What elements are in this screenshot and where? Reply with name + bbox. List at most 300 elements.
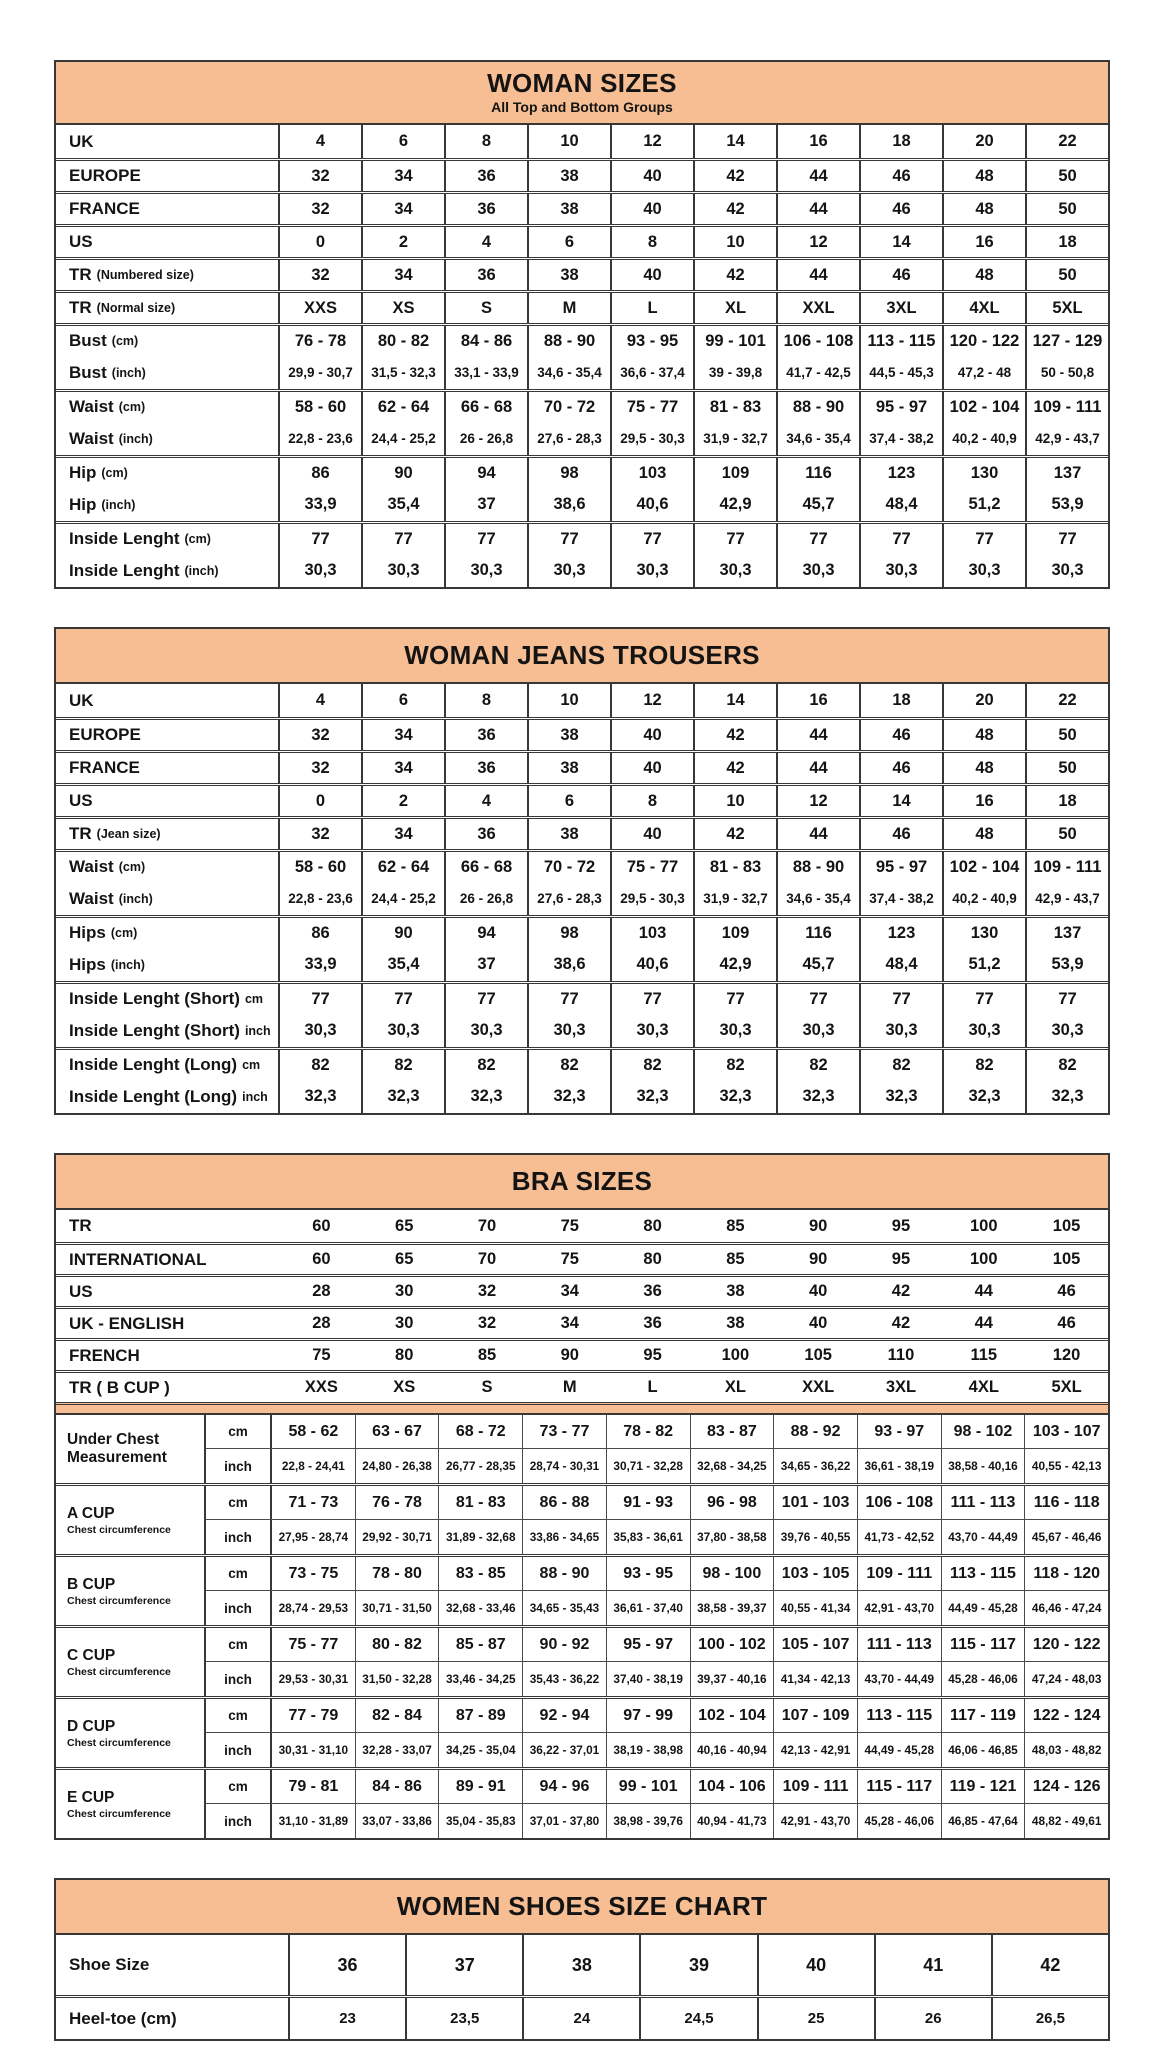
table-row bbox=[56, 915, 1108, 948]
size-value: 88 - 90 bbox=[523, 1557, 607, 1590]
size-value: 83 - 87 bbox=[691, 1415, 775, 1448]
size-value: 40 bbox=[612, 260, 695, 290]
size-value: 6 bbox=[363, 684, 446, 717]
cup-rows bbox=[206, 1415, 1108, 1483]
size-value: 118 - 120 bbox=[1033, 1564, 1101, 1582]
size-value: 50 bbox=[1058, 758, 1077, 777]
table-row bbox=[56, 488, 1108, 521]
size-value: 116 bbox=[778, 458, 861, 488]
size-value: 31,5 - 32,3 bbox=[363, 356, 446, 389]
size-value: 42,9 bbox=[695, 948, 778, 981]
row-label-text: FRENCH bbox=[69, 1345, 140, 1365]
size-value: XL bbox=[724, 1378, 746, 1396]
size-value: 77 bbox=[280, 524, 363, 554]
row-label-text: Waist bbox=[69, 857, 114, 876]
size-value: 93 - 97 bbox=[858, 1415, 942, 1448]
size-value: L bbox=[647, 1378, 658, 1396]
size-value: 70 - 72 bbox=[529, 392, 612, 422]
size-value: XXL bbox=[778, 293, 861, 323]
size-value: 84 - 86 bbox=[356, 1770, 440, 1803]
measurement-row bbox=[206, 1415, 1108, 1449]
size-value: 36,6 - 37,4 bbox=[612, 356, 695, 389]
size-value: 60 bbox=[312, 1250, 331, 1268]
size-value: 32 bbox=[280, 753, 363, 783]
size-value: 38 bbox=[726, 1282, 745, 1300]
size-value: 42 bbox=[695, 819, 778, 849]
divider-band bbox=[56, 1402, 1108, 1415]
size-value: 30 bbox=[395, 1282, 414, 1300]
unit-label: inch bbox=[206, 1591, 272, 1625]
size-value: 40 bbox=[612, 819, 695, 849]
size-value: 48 bbox=[944, 260, 1027, 290]
row-label-text: Bust bbox=[69, 362, 107, 382]
size-value: 95 - 97 bbox=[861, 852, 944, 882]
size-value: 18 bbox=[861, 125, 944, 158]
size-value: 94 bbox=[446, 918, 529, 948]
table-row bbox=[56, 389, 1108, 422]
size-value: 53,9 bbox=[1051, 955, 1084, 973]
table-row bbox=[56, 717, 1108, 750]
size-value: 82 bbox=[861, 1050, 944, 1080]
size-value: 50 bbox=[1058, 199, 1077, 218]
row-label-text: Hips bbox=[69, 923, 106, 942]
bra-cup-group bbox=[56, 1415, 1108, 1483]
row-label-text: US bbox=[69, 1281, 93, 1301]
size-value: 32 bbox=[477, 1282, 497, 1300]
size-value: 35,43 - 36,22 bbox=[523, 1662, 607, 1696]
row-label bbox=[56, 1998, 290, 2039]
size-value: 130 bbox=[944, 918, 1027, 948]
size-value: 83 - 85 bbox=[439, 1557, 523, 1590]
cup-rows bbox=[206, 1486, 1108, 1554]
row-label-text: TR bbox=[69, 265, 92, 284]
size-value: 123 bbox=[861, 458, 944, 488]
size-value: 98 bbox=[529, 918, 612, 948]
size-value: 30,3 bbox=[778, 554, 861, 587]
size-value: 18 bbox=[861, 684, 944, 717]
size-value: 44,49 - 45,28 bbox=[942, 1591, 1026, 1625]
size-value: 0 bbox=[280, 227, 363, 257]
row-label-text: Hip bbox=[69, 463, 97, 482]
table-row bbox=[56, 191, 1108, 224]
size-value: 75 bbox=[312, 1346, 331, 1364]
row-label bbox=[56, 1341, 280, 1370]
size-value: 31,89 - 32,68 bbox=[439, 1520, 523, 1554]
size-value: 34,25 - 35,04 bbox=[439, 1733, 523, 1767]
size-value: 77 bbox=[861, 984, 944, 1014]
size-value: 41 bbox=[876, 1935, 993, 1995]
shoes-size-table bbox=[54, 1878, 1110, 2041]
size-value: 70 bbox=[477, 1216, 497, 1235]
size-value: XXS bbox=[280, 293, 363, 323]
size-value: 39,37 - 40,16 bbox=[691, 1662, 775, 1696]
size-value: 20 bbox=[944, 684, 1027, 717]
size-value: 88 - 90 bbox=[778, 392, 861, 422]
measurement-row bbox=[206, 1591, 1108, 1625]
row-label-unit: (inch) bbox=[118, 891, 153, 906]
size-value: 12 bbox=[612, 684, 695, 717]
row-label-unit: (inch) bbox=[111, 365, 146, 380]
size-value: 28 bbox=[312, 1282, 331, 1300]
size-value: 91 - 93 bbox=[607, 1486, 691, 1519]
size-value: 27,6 - 28,3 bbox=[529, 422, 612, 455]
size-value: 99 - 101 bbox=[607, 1770, 691, 1803]
size-value: 109 - 111 bbox=[1033, 397, 1102, 416]
size-value: 2 bbox=[363, 227, 446, 257]
size-value: 33,9 bbox=[280, 948, 363, 981]
size-value: 111 - 113 bbox=[858, 1628, 942, 1661]
size-value: 46,46 - 47,24 bbox=[1031, 1601, 1102, 1615]
woman-sizes-table bbox=[54, 60, 1110, 589]
size-value: 30,3 bbox=[695, 554, 778, 587]
size-value: 77 bbox=[446, 984, 529, 1014]
size-value: 18 bbox=[1058, 232, 1077, 251]
cup-label-sub: Chest circumference bbox=[67, 1594, 171, 1607]
row-label-text: Shoe Size bbox=[69, 1955, 150, 1974]
table-title: WOMAN SIZES bbox=[487, 68, 677, 98]
size-value: 115 bbox=[970, 1346, 998, 1364]
size-value: 29,9 - 30,7 bbox=[280, 356, 363, 389]
size-value: 44,5 - 45,3 bbox=[861, 356, 944, 389]
size-value: 109 - 111 bbox=[858, 1557, 942, 1590]
row-label bbox=[56, 882, 280, 915]
table-row bbox=[56, 1935, 1108, 1995]
size-value: 12 bbox=[778, 227, 861, 257]
size-value: 42,9 bbox=[695, 488, 778, 521]
size-value: 5XL bbox=[1051, 1378, 1082, 1396]
bra-cup-group bbox=[56, 1625, 1108, 1696]
size-value: 45,28 - 46,06 bbox=[942, 1662, 1026, 1696]
size-value: 34,6 - 35,4 bbox=[529, 356, 612, 389]
size-value: 47,24 - 48,03 bbox=[1031, 1672, 1102, 1686]
size-value: 14 bbox=[861, 786, 944, 816]
size-value: 38,58 - 40,16 bbox=[942, 1449, 1026, 1483]
size-value: 58 - 60 bbox=[280, 852, 363, 882]
size-value: 44 bbox=[778, 161, 861, 191]
size-value: 100 bbox=[721, 1346, 750, 1364]
size-value: 98 - 102 bbox=[942, 1415, 1026, 1448]
size-value: 66 - 68 bbox=[446, 392, 529, 422]
row-label-text: TR bbox=[69, 1216, 92, 1235]
size-value: 37,40 - 38,19 bbox=[607, 1662, 691, 1696]
table-row bbox=[56, 455, 1108, 488]
size-value: 22,8 - 23,6 bbox=[280, 882, 363, 915]
size-value: 48,4 bbox=[861, 488, 944, 521]
row-label-text: Waist bbox=[69, 397, 114, 416]
size-value: 10 bbox=[529, 684, 612, 717]
size-value: 62 - 64 bbox=[363, 392, 446, 422]
row-label bbox=[56, 293, 280, 323]
size-value: 14 bbox=[861, 227, 944, 257]
size-value: 137 bbox=[1053, 463, 1082, 482]
size-value: 82 bbox=[944, 1050, 1027, 1080]
measurement-row bbox=[206, 1449, 1108, 1483]
table-row bbox=[56, 158, 1108, 191]
row-label-text: INTERNATIONAL bbox=[69, 1249, 207, 1269]
size-value: 80 bbox=[643, 1216, 662, 1235]
size-value: 85 - 87 bbox=[439, 1628, 523, 1661]
row-label bbox=[56, 918, 280, 948]
size-value: 103 - 107 bbox=[1032, 1422, 1101, 1440]
size-value: 36,22 - 37,01 bbox=[523, 1733, 607, 1767]
woman-sizes-rows bbox=[56, 125, 1108, 587]
shoes-size-rows bbox=[56, 1935, 1108, 2039]
size-value: 95 - 97 bbox=[861, 392, 944, 422]
size-value: 34,65 - 36,22 bbox=[774, 1449, 858, 1483]
row-label-unit: (Jean size) bbox=[96, 827, 161, 841]
row-label-text: Waist bbox=[69, 428, 114, 448]
size-value: 33,46 - 34,25 bbox=[439, 1662, 523, 1696]
size-value: 28,74 - 29,53 bbox=[272, 1591, 356, 1625]
size-value: 113 - 115 bbox=[861, 326, 944, 356]
size-value: 26,5 bbox=[1035, 2010, 1066, 2027]
size-value: 30,3 bbox=[944, 554, 1027, 587]
size-value: 123 bbox=[861, 918, 944, 948]
size-value: XS bbox=[393, 1378, 416, 1396]
size-value: 14 bbox=[695, 684, 778, 717]
table-row bbox=[56, 257, 1108, 290]
cup-label bbox=[56, 1770, 206, 1838]
row-label-unit: (cm) bbox=[110, 926, 138, 940]
row-label bbox=[56, 1935, 290, 1995]
table-row bbox=[56, 521, 1108, 554]
size-value: 36,61 - 38,19 bbox=[858, 1449, 942, 1483]
size-value: 6 bbox=[529, 227, 612, 257]
size-value: 37 bbox=[407, 1935, 524, 1995]
row-label-unit: (cm) bbox=[118, 860, 146, 874]
size-value: 93 - 95 bbox=[612, 326, 695, 356]
size-value: 100 bbox=[970, 1250, 998, 1268]
size-value: 95 bbox=[643, 1346, 662, 1364]
size-value: 76 - 78 bbox=[280, 326, 363, 356]
size-value: 105 bbox=[804, 1346, 832, 1364]
size-value: 34 bbox=[363, 720, 446, 750]
row-label bbox=[56, 458, 280, 488]
size-value: 77 bbox=[446, 524, 529, 554]
size-value: 36 bbox=[290, 1935, 407, 1995]
size-value: 43,70 - 44,49 bbox=[858, 1662, 942, 1696]
size-value: 29,5 - 30,3 bbox=[612, 882, 695, 915]
size-value: 38 bbox=[529, 161, 612, 191]
size-value: 8 bbox=[612, 227, 695, 257]
size-value: 44 bbox=[778, 194, 861, 224]
size-value: 81 - 83 bbox=[439, 1486, 523, 1519]
row-label-text: UK bbox=[69, 131, 94, 151]
size-value: 63 - 67 bbox=[356, 1415, 440, 1448]
size-value: 32 bbox=[280, 720, 363, 750]
size-value: 38 bbox=[529, 194, 612, 224]
size-value: 70 - 72 bbox=[529, 852, 612, 882]
size-value: 36 bbox=[643, 1314, 662, 1332]
size-value: 34 bbox=[363, 819, 446, 849]
size-value: 85 bbox=[726, 1250, 745, 1268]
size-value: 32 bbox=[280, 260, 363, 290]
size-value: 86 - 88 bbox=[523, 1486, 607, 1519]
size-value: 113 - 115 bbox=[858, 1699, 942, 1732]
size-value: 30,3 bbox=[1051, 1021, 1084, 1039]
size-value: 22 bbox=[1058, 691, 1077, 709]
row-label-text: US bbox=[69, 791, 93, 810]
size-value: 12 bbox=[612, 125, 695, 158]
size-value: 86 bbox=[280, 458, 363, 488]
size-value: 86 bbox=[280, 918, 363, 948]
size-value: 30,3 bbox=[778, 1014, 861, 1047]
size-value: 32 bbox=[280, 161, 363, 191]
size-value: 34 bbox=[363, 753, 446, 783]
size-value: 46 bbox=[1057, 1314, 1076, 1332]
size-value: 77 bbox=[861, 524, 944, 554]
size-value: 8 bbox=[446, 684, 529, 717]
size-value: 77 - 79 bbox=[272, 1699, 356, 1732]
size-value: 10 bbox=[529, 125, 612, 158]
size-value: 44 bbox=[778, 753, 861, 783]
size-value: 106 - 108 bbox=[858, 1486, 942, 1519]
size-value: 77 bbox=[280, 984, 363, 1014]
size-value: 120 - 122 bbox=[1032, 1635, 1101, 1653]
row-label-unit: inch bbox=[244, 1023, 271, 1038]
size-value: 4 bbox=[280, 125, 363, 158]
size-value: 36,61 - 37,40 bbox=[607, 1591, 691, 1625]
size-value: 40,16 - 40,94 bbox=[691, 1733, 775, 1767]
size-value: 32,3 bbox=[944, 1080, 1027, 1113]
unit-label: cm bbox=[206, 1415, 272, 1448]
size-value: 40 bbox=[612, 161, 695, 191]
row-label bbox=[56, 125, 280, 158]
size-value: 88 - 90 bbox=[529, 326, 612, 356]
row-label-unit: (inch) bbox=[110, 957, 145, 972]
cup-label bbox=[56, 1557, 206, 1625]
size-value: 40 bbox=[612, 720, 695, 750]
size-value: 77 bbox=[529, 984, 612, 1014]
size-value: 35,4 bbox=[363, 488, 446, 521]
table-row bbox=[56, 554, 1108, 587]
unit-label: cm bbox=[206, 1628, 272, 1661]
size-value: 22,8 - 23,6 bbox=[280, 422, 363, 455]
size-value: 44 bbox=[778, 819, 861, 849]
size-value: 66 - 68 bbox=[446, 852, 529, 882]
row-label bbox=[56, 392, 280, 422]
table-row bbox=[56, 1995, 1108, 2039]
size-value: 40 bbox=[612, 753, 695, 783]
cup-label-text: Measurement bbox=[67, 1449, 167, 1466]
size-value: 44,49 - 45,28 bbox=[858, 1733, 942, 1767]
size-value: 38,98 - 39,76 bbox=[607, 1804, 691, 1838]
size-value: 77 bbox=[612, 984, 695, 1014]
size-value: 35,4 bbox=[363, 948, 446, 981]
size-value: 82 bbox=[529, 1050, 612, 1080]
row-label-unit: (Numbered size) bbox=[96, 268, 194, 282]
row-label-text: EUROPE bbox=[69, 725, 141, 744]
size-value: 80 bbox=[395, 1346, 414, 1364]
size-value: 33,1 - 33,9 bbox=[446, 356, 529, 389]
size-value: 4XL bbox=[944, 293, 1027, 323]
size-value: 32,68 - 33,46 bbox=[439, 1591, 523, 1625]
size-value: 102 - 104 bbox=[944, 852, 1027, 882]
row-label-text: Waist bbox=[69, 888, 114, 908]
size-value: 38 bbox=[524, 1935, 641, 1995]
size-value: 43,70 - 44,49 bbox=[942, 1520, 1026, 1554]
row-label-unit: (Normal size) bbox=[96, 301, 176, 315]
size-value: 101 - 103 bbox=[774, 1486, 858, 1519]
size-value: 68 - 72 bbox=[439, 1415, 523, 1448]
bra-sizes-header bbox=[56, 1155, 1108, 1210]
size-value: S bbox=[481, 1378, 493, 1396]
row-label-text: Inside Lenght bbox=[69, 560, 180, 580]
size-value: 29,92 - 30,71 bbox=[356, 1520, 440, 1554]
size-value: 8 bbox=[446, 125, 529, 158]
size-value: 111 - 113 bbox=[942, 1486, 1026, 1519]
size-value: 12 bbox=[778, 786, 861, 816]
size-value: 42 bbox=[695, 161, 778, 191]
row-label bbox=[56, 488, 280, 521]
cup-rows bbox=[206, 1628, 1108, 1696]
row-label-unit: inch bbox=[242, 1089, 268, 1104]
row-label-unit: cm bbox=[242, 1058, 261, 1072]
size-value: 46,06 - 46,85 bbox=[942, 1733, 1026, 1767]
bra-cup-group bbox=[56, 1696, 1108, 1767]
table-row bbox=[56, 882, 1108, 915]
cup-label-text: B CUP bbox=[67, 1575, 116, 1593]
size-value: 82 bbox=[612, 1050, 695, 1080]
unit-label: inch bbox=[206, 1449, 272, 1483]
table-row bbox=[56, 1047, 1108, 1080]
size-value: 106 - 108 bbox=[778, 326, 861, 356]
row-label bbox=[56, 753, 280, 783]
size-value: XS bbox=[363, 293, 446, 323]
size-value: 20 bbox=[944, 125, 1027, 158]
size-value: 48,4 bbox=[861, 948, 944, 981]
size-value: 51,2 bbox=[944, 948, 1027, 981]
size-value: 53,9 bbox=[1051, 495, 1084, 513]
cup-label-text: Under Chest bbox=[67, 1431, 160, 1448]
size-value: 44 bbox=[974, 1282, 993, 1300]
size-value: 40,6 bbox=[612, 488, 695, 521]
size-value: 39,76 - 40,55 bbox=[774, 1520, 858, 1554]
size-value: 16 bbox=[944, 227, 1027, 257]
size-value: 44 bbox=[778, 720, 861, 750]
size-value: 34 bbox=[560, 1282, 579, 1300]
size-value: 97 - 99 bbox=[607, 1699, 691, 1732]
bra-measurement-grid bbox=[56, 1415, 1108, 1838]
row-label-unit: (cm) bbox=[111, 334, 139, 348]
table-row bbox=[56, 1338, 1108, 1370]
size-value: 90 bbox=[809, 1216, 828, 1235]
size-value: 38 bbox=[529, 819, 612, 849]
size-value: 40,2 - 40,9 bbox=[944, 422, 1027, 455]
size-value: 42 bbox=[1040, 1954, 1061, 1975]
cup-label-text: E CUP bbox=[67, 1788, 115, 1806]
size-value: 35,83 - 36,61 bbox=[607, 1520, 691, 1554]
size-value: 89 - 91 bbox=[439, 1770, 523, 1803]
size-value: 85 bbox=[726, 1216, 745, 1235]
size-value: 48 bbox=[944, 819, 1027, 849]
size-value: M bbox=[529, 293, 612, 323]
size-value: 40 bbox=[612, 194, 695, 224]
row-label bbox=[56, 1014, 280, 1047]
table-title: WOMAN JEANS TROUSERS bbox=[404, 640, 760, 670]
size-value: 30,3 bbox=[861, 554, 944, 587]
row-label bbox=[56, 852, 280, 882]
table-title: WOMEN SHOES SIZE CHART bbox=[396, 1891, 768, 1921]
size-value: 58 - 62 bbox=[272, 1415, 356, 1448]
row-label-text: TR bbox=[69, 298, 92, 317]
size-value: 82 bbox=[446, 1050, 529, 1080]
size-value: 30,3 bbox=[280, 1014, 363, 1047]
size-value: 26 - 26,8 bbox=[446, 882, 529, 915]
unit-label: cm bbox=[206, 1486, 272, 1519]
size-value: 30,3 bbox=[280, 554, 363, 587]
size-value: 42,91 - 43,70 bbox=[774, 1804, 858, 1838]
